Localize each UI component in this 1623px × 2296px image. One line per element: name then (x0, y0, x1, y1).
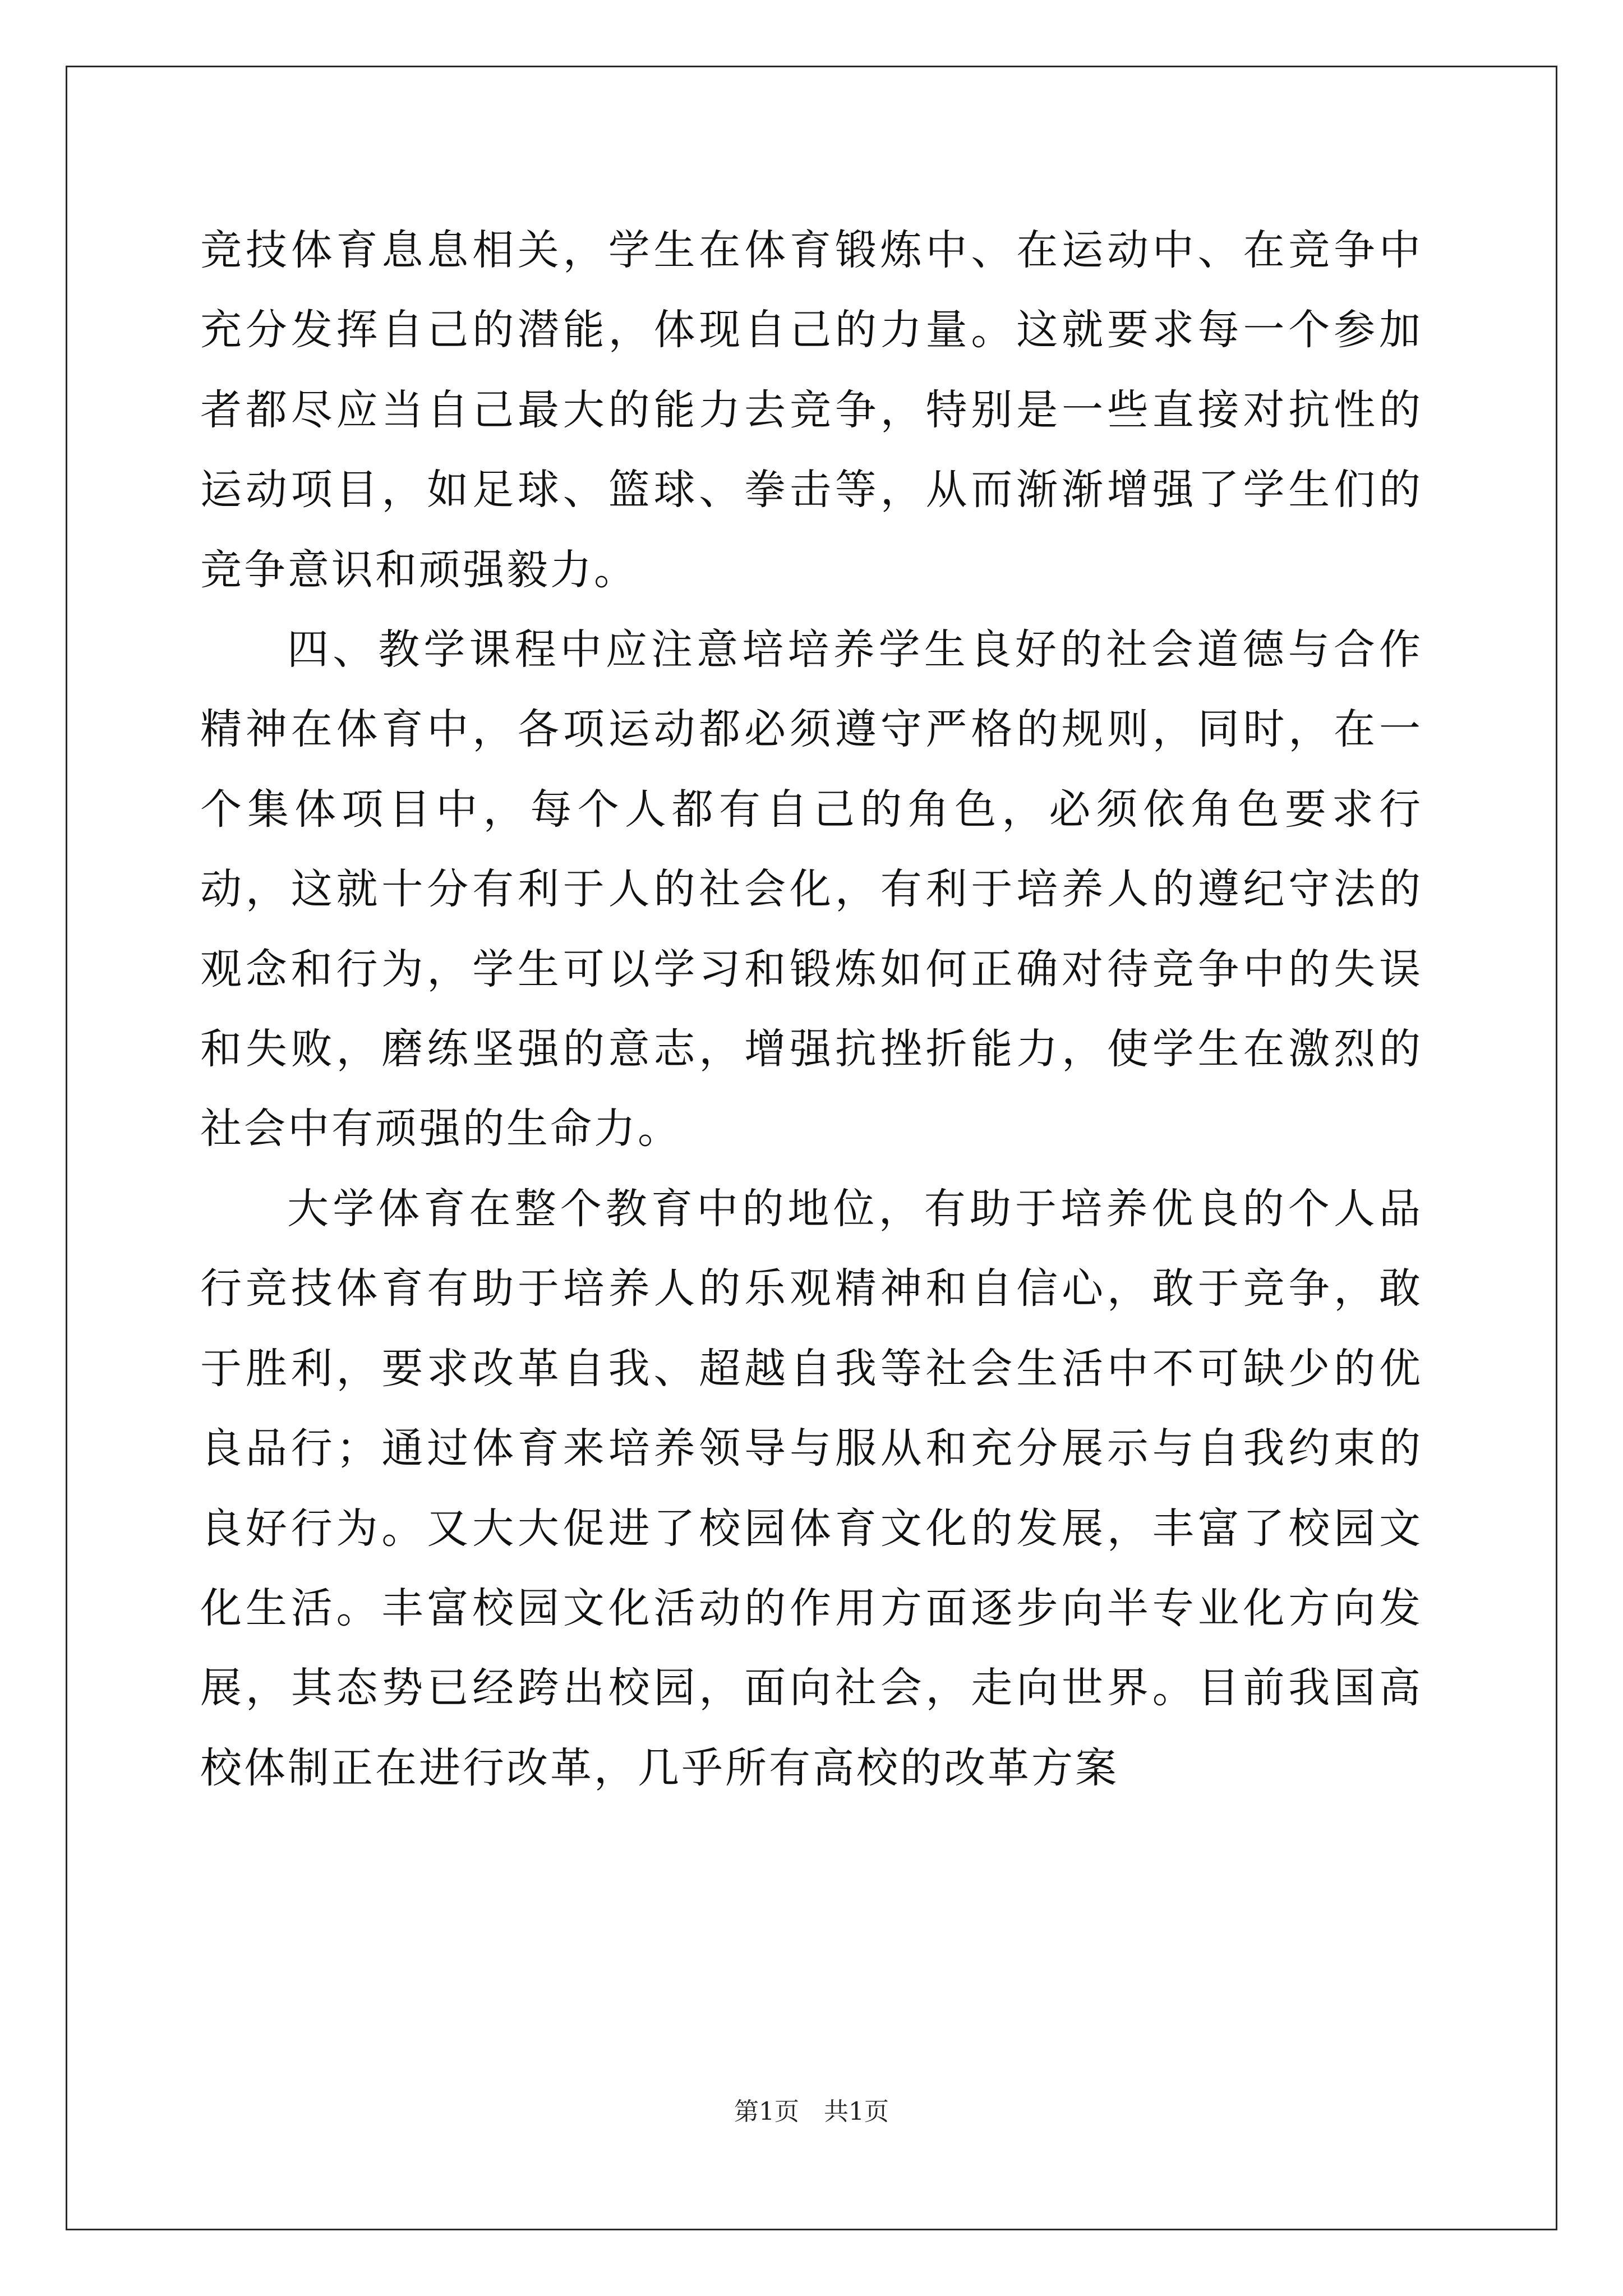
paragraph-2: 四、教学课程中应注意培培养学生良好的社会道德与合作精神在体育中，各项运动都必须遵守严格的规则，同时，在一个集体项目中，每个人都有自己的角色，必须依角色要求行动，这就十分有利于人的社会化，有利于培养人的遵纪守法的观念和行为，学生可以学习和锻炼如何正确对待竞争中的失误和失败，磨练坚强的意志，增强抗挫折能力，使学生在激烈的社会中有顽强的生命力。 (200, 625, 1423, 1153)
paragraph-1: 竞技体育息息相关，学生在体育锻炼中、在运动中、在竞争中充分发挥自己的潜能，体现自己的力量。这就要求每一个参加者都尽应当自己最大的能力去竞争，特别是一些直接对抗性的运动项目，如足球、篮球、拳击等，从而渐渐增强了学生们的竞争意识和顽强毅力。 (200, 226, 1423, 594)
page-footer: 第1页 共1页 (734, 2097, 889, 2126)
paragraph-3: 大学体育在整个教育中的地位，有助于培养优良的个人品行竞技体育有助于培养人的乐观精神和自信心，敢于竞争，敢于胜利，要求改革自我、超越自我等社会生活中不可缺少的优良品行；通过体育来培养领导与服从和充分展示与自我约束的良好行为。又大大促进了校园体育文化的发展，丰富了校园文化生活。丰富校园文化活动的作用方面逐步向半专业化方向发展，其态势已经跨出校园，面向社会，走向世界。目前我国高校体制正在进行改革，几乎所有高校的改革方案 (200, 1184, 1423, 1792)
document-body (200, 210, 1423, 1808)
